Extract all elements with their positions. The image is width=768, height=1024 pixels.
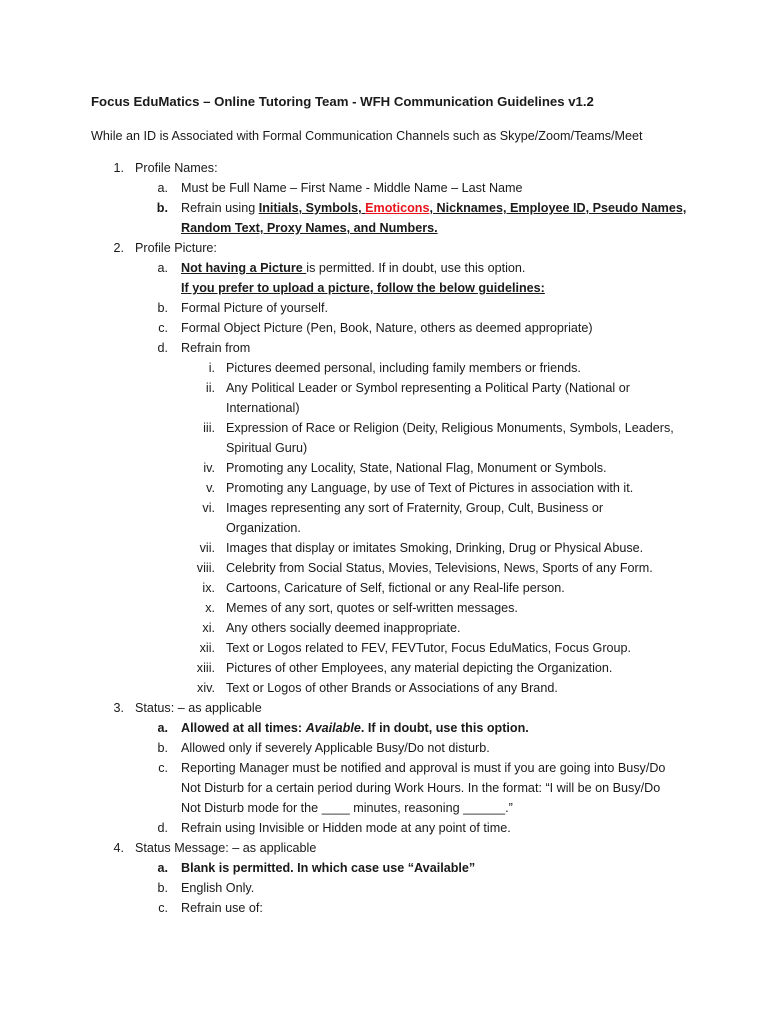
list-item: [0, 498, 768, 518]
list-item: [0, 558, 768, 578]
list-item-continuation: [0, 398, 768, 418]
list-item-text: Promoting any Locality, State, National Flag, Monument or Symbols.: [226, 461, 607, 475]
list-item: [0, 378, 768, 398]
list-item-text: If you prefer to upload a picture, follow the below guidelines:: [181, 281, 545, 295]
list-item-text: Must be Full Name – First Name - Middle Name – Last Name: [181, 181, 523, 195]
list-item: [0, 478, 768, 498]
list-item-text: Images that display or imitates Smoking, Drinking, Drug or Physical Abuse.: [226, 541, 644, 555]
list-marker: vi.: [202, 501, 215, 515]
list-item-text: Memes of any sort, quotes or self-written messages.: [226, 601, 518, 615]
list-item-text: Text or Logos of other Brands or Associations of any Brand.: [226, 681, 558, 695]
text-run-red: Emoticons: [365, 201, 430, 215]
list-item: [0, 758, 768, 778]
list-marker: ii.: [205, 381, 215, 395]
list-item-text: Not Disturb mode for the ____ minutes, reasoning ______.”: [181, 801, 513, 815]
list-marker: v.: [206, 481, 215, 495]
list-item: [0, 878, 768, 898]
text-run-bold-underline: , Nicknames, Employee ID, Pseudo Names,: [429, 201, 687, 215]
list-item: [0, 358, 768, 378]
text-run: Allowed at all times:: [181, 721, 306, 735]
list-item-text: Blank is permitted. In which case use “Available”: [181, 861, 476, 875]
list-item: [0, 618, 768, 638]
text-run: Refrain using: [181, 201, 259, 215]
list-marker: a.: [157, 181, 168, 195]
list-item-text: [181, 258, 525, 278]
list-marker: 1.: [113, 161, 124, 175]
list-item-continuation: [0, 438, 768, 458]
list-item-continuation: [0, 798, 768, 818]
list-item-text: [181, 718, 529, 738]
list-marker: viii.: [196, 561, 215, 575]
list-marker: ix.: [202, 581, 215, 595]
list-item-text: Images representing any sort of Fraternity, Group, Cult, Business or: [226, 501, 604, 515]
list-item-text: Any others socially deemed inappropriate.: [226, 621, 461, 635]
list-item: [0, 638, 768, 658]
list-marker: 3.: [113, 701, 124, 715]
list-item: [0, 318, 768, 338]
list-item-text: Spiritual Guru): [226, 441, 308, 455]
list-item-continuation: [0, 218, 768, 238]
intro-text: While an ID is Associated with Formal Communication Channels such as Skype/Zoom/Teams/Meet: [91, 129, 643, 143]
list-item-text: Random Text, Proxy Names, and Numbers.: [181, 221, 438, 235]
list-item-text: International): [226, 401, 300, 415]
document-title: Focus EduMatics – Online Tutoring Team - WFH Communication Guidelines v1.2: [91, 94, 594, 109]
list-item-text: Refrain from: [181, 341, 251, 355]
list-marker: d.: [157, 341, 168, 355]
list-item-text: Cartoons, Caricature of Self, fictional or any Real-life person.: [226, 581, 565, 595]
list-marker: a.: [157, 261, 168, 275]
list-marker: a.: [157, 861, 168, 875]
list-item: [0, 258, 768, 278]
list-item: [0, 578, 768, 598]
list-item: [0, 738, 768, 758]
list-item-text: Refrain using Invisible or Hidden mode at any point of time.: [181, 821, 511, 835]
list-marker: i.: [208, 361, 215, 375]
list-marker: xiv.: [197, 681, 215, 695]
list-item: [0, 338, 768, 358]
list-item-text: Promoting any Language, by use of Text of Pictures in association with it.: [226, 481, 634, 495]
list-marker: 2.: [113, 241, 124, 255]
list-marker: b.: [157, 301, 168, 315]
list-item-text: Refrain use of:: [181, 901, 263, 915]
list-item: [0, 658, 768, 678]
list-item: [0, 678, 768, 698]
section-heading: Profile Names:: [135, 161, 218, 175]
list-item: [0, 538, 768, 558]
list-item: [0, 718, 768, 738]
list-item-continuation: [0, 518, 768, 538]
list-marker: x.: [205, 601, 215, 615]
list-item-text: Formal Object Picture (Pen, Book, Nature, others as deemed appropriate): [181, 321, 593, 335]
list-item-text: Organization.: [226, 521, 301, 535]
list-item-continuation: [0, 778, 768, 798]
list-marker: vii.: [199, 541, 215, 555]
list-marker: xi.: [202, 621, 215, 635]
list-item-text: Any Political Leader or Symbol representing a Political Party (National or: [226, 381, 630, 395]
section-heading: Status: – as applicable: [135, 701, 262, 715]
text-run: is permitted. If in doubt, use this option.: [306, 261, 526, 275]
list-marker: iv.: [203, 461, 215, 475]
list-item-text: [181, 198, 686, 218]
guidelines-list: [0, 158, 768, 918]
list-marker: d.: [157, 821, 168, 835]
list-item-continuation: [0, 278, 768, 298]
text-run: . If in doubt, use this option.: [360, 721, 529, 735]
list-marker: xiii.: [196, 661, 215, 675]
section-profile-picture: [0, 238, 768, 258]
text-run-bold-underline: Initials, Symbols,: [258, 201, 366, 215]
section-status-message: [0, 838, 768, 858]
section-profile-names: [0, 158, 768, 178]
text-run-bold-underline: Not having a Picture: [181, 261, 307, 275]
list-item: [0, 858, 768, 878]
list-item: [0, 898, 768, 918]
list-marker: b.: [156, 201, 168, 215]
list-item-text: Text or Logos related to FEV, FEVTutor, Focus EduMatics, Focus Group.: [226, 641, 632, 655]
list-item-text: English Only.: [181, 881, 255, 895]
list-item-text: Not Disturb for a certain period during Work Hours. In the format: “I will be on Busy/Do: [181, 781, 661, 795]
list-marker: a.: [157, 721, 168, 735]
text-run-bold-italic: Available: [305, 721, 361, 735]
list-item-text: Pictures deemed personal, including family members or friends.: [226, 361, 581, 375]
list-marker: c.: [158, 901, 168, 915]
list-marker: c.: [158, 321, 168, 335]
section-status: [0, 698, 768, 718]
list-marker: c.: [158, 761, 168, 775]
list-item-text: Allowed only if severely Applicable Busy/Do not disturb.: [181, 741, 490, 755]
list-item: [0, 178, 768, 198]
list-marker: b.: [157, 741, 168, 755]
list-item: [0, 198, 768, 218]
list-item: [0, 418, 768, 438]
list-item: [0, 458, 768, 478]
list-marker: iii.: [203, 421, 215, 435]
list-item-text: Formal Picture of yourself.: [181, 301, 328, 315]
list-marker: 4.: [113, 841, 124, 855]
list-item: [0, 298, 768, 318]
list-item-text: Pictures of other Employees, any material depicting the Organization.: [226, 661, 613, 675]
list-item-text: Expression of Race or Religion (Deity, Religious Monuments, Symbols, Leaders,: [226, 421, 674, 435]
list-item-text: Celebrity from Social Status, Movies, Televisions, News, Sports of any Form.: [226, 561, 653, 575]
section-heading: Status Message: – as applicable: [135, 841, 317, 855]
list-marker: xii.: [199, 641, 215, 655]
section-heading: Profile Picture:: [135, 241, 217, 255]
list-marker: b.: [157, 881, 168, 895]
list-item: [0, 818, 768, 838]
list-item-text: Reporting Manager must be notified and approval is must if you are going into Busy/Do: [181, 761, 666, 775]
list-item: [0, 598, 768, 618]
